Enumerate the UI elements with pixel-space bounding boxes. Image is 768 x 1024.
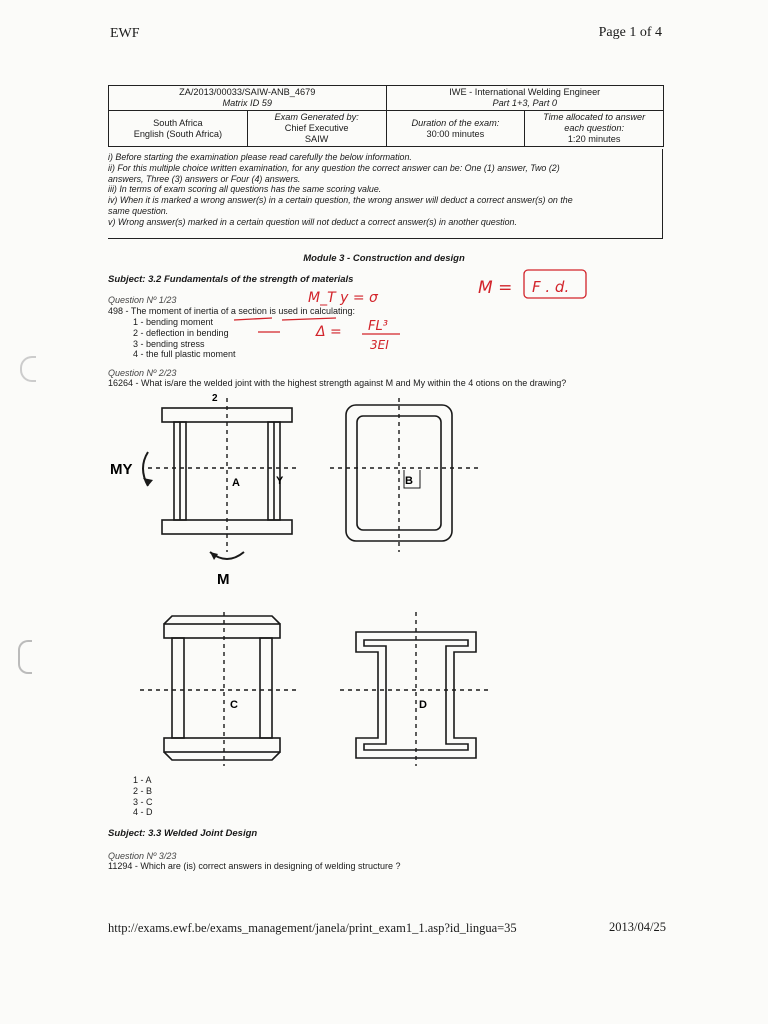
instruction-ii: ii) For this multiple choice written examination, for any question the correct answer can be: One (1) answer, Two (2) [108, 162, 560, 173]
option-4[interactable]: 4 - the full plastic moment [133, 349, 236, 360]
handwritten-formula-numerator: FL³ [368, 319, 388, 334]
label-c: C [230, 699, 238, 711]
handwritten-formula-stress: M_T y = σ [308, 290, 378, 306]
time-label-1: Time allocated to answer [543, 112, 646, 122]
instruction-iv: iv) When it is marked a wrong answer(s) in a certain question, the wrong answer will deduct a correct answer(s) on the [108, 195, 573, 206]
question-3-text: 11294 - Which are (is) correct answers in designing of welding structure ? [108, 861, 401, 871]
matrix-id: Matrix ID 59 [222, 98, 273, 108]
question-3-label: Question Nº 3/23 [108, 851, 177, 861]
label-a: A [232, 477, 240, 489]
instruction-iv-cont: same question. [108, 205, 169, 216]
question-2-label: Question Nº 2/23 [108, 368, 177, 378]
language: English (South Africa) [133, 128, 223, 139]
duration-label: Duration of the exam: [411, 117, 500, 128]
instruction-ii-cont: answers, Three (3) answers or Four (4) answers. [108, 173, 301, 184]
axis-2-label: 2 [212, 393, 218, 404]
handwritten-formula-deflection: Δ = [316, 324, 342, 340]
subject-heading-2: Subject: 3.3 Welded Joint Design [108, 828, 258, 839]
generated-org: SAIW [304, 134, 329, 144]
option-1[interactable]: 1 - A [133, 775, 152, 785]
time-value: 1:20 minutes [567, 134, 621, 144]
footer-date: 2013/04/25 [609, 920, 666, 934]
section-c-drawing [164, 616, 280, 760]
m-label: M [217, 571, 230, 588]
instruction-i: i) Before starting the examination please read carefully the below information. [108, 152, 412, 162]
module-title: Module 3 - Construction and design [303, 253, 465, 264]
instruction-v: v) Wrong answer(s) marked in a certain question will not deduct a correct answer(s) in another question. [108, 216, 517, 227]
question-2-options [133, 775, 153, 818]
question-1-label: Question Nº 1/23 [108, 295, 177, 305]
option-2[interactable]: 2 - deflection in bending [133, 327, 229, 338]
option-3[interactable]: 3 - bending stress [133, 338, 205, 349]
handwritten-formula-denominator: 3EI [370, 338, 389, 352]
option-1[interactable]: 1 - bending moment [133, 317, 214, 327]
subject-heading: Subject: 3.2 Fundamentals of the strength of materials [108, 274, 354, 285]
label-d: D [419, 699, 427, 711]
program-name: IWE - International Welding Engineer [449, 87, 601, 97]
program-part: Part 1+3, Part 0 [492, 98, 558, 108]
label-b: B [405, 475, 413, 487]
my-label: MY [110, 461, 133, 478]
footer-url: http://exams.ewf.be/exams_management/janela/print_exam1_1.asp?id_lingua=35 [108, 921, 517, 935]
duration-value: 30:00 minutes [426, 128, 485, 139]
option-4[interactable]: 4 - D [133, 807, 153, 818]
page-number: Page 1 of 4 [598, 25, 662, 40]
time-label-2: each question: [564, 123, 624, 133]
exam-code: ZA/2013/00033/SAIW-ANB_4679 [179, 87, 316, 97]
punch-hole-top [20, 356, 36, 382]
option-3[interactable]: 3 - C [133, 796, 153, 807]
handwritten-formula-moment: M = [478, 278, 513, 298]
generated-by: Chief Executive [284, 123, 349, 133]
punch-hole-bottom [18, 640, 32, 674]
location: South Africa [153, 117, 203, 128]
instruction-iii: iii) In terms of exam scoring all questions has the same scoring value. [108, 184, 382, 195]
option-2[interactable]: 2 - B [133, 785, 153, 796]
question-2-text: 16264 - What is/are the welded joint with the highest strength against M and My within the 4 otions on the drawing? [108, 378, 567, 388]
handwritten-formula-fd: F . d. [532, 278, 570, 296]
question-1-text: 498 - The moment of inertia of a section is used in calculating: [108, 306, 355, 316]
y-label: Y [276, 475, 284, 487]
generated-label: Exam Generated by: [274, 112, 359, 122]
header-left: EWF [110, 26, 140, 41]
